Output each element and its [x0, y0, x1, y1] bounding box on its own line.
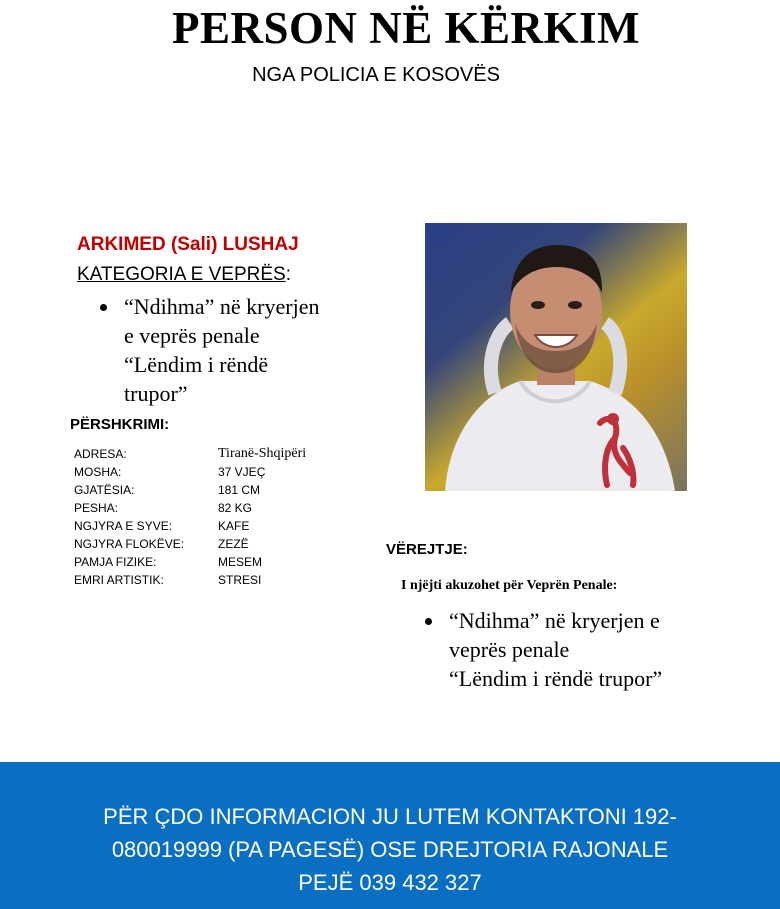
person-photo [425, 223, 687, 491]
description-key: NGJYRA FLOKËVE: [74, 537, 185, 551]
description-key: ADRESA: [74, 447, 127, 461]
description-value: 181 CM [218, 483, 261, 497]
description-row [74, 553, 306, 571]
person-name: ARKIMED (Sali) LUSHAJ [77, 234, 299, 255]
description-row [74, 571, 306, 589]
notes-list [425, 606, 745, 693]
bullet-dot [425, 618, 432, 625]
category-colon: : [285, 264, 291, 285]
notes-subheading: I njëjti akuzohet për Veprën Penale: [401, 578, 618, 593]
contact-footer [0, 762, 780, 909]
page-title: PERSON NË KËRKIM [171, 3, 641, 53]
page-subtitle: NGA POLICIA E KOSOVËS [252, 64, 500, 86]
category-label: KATEGORIA E VEPRËS [77, 264, 286, 285]
description-value: 82 KG [218, 501, 253, 515]
description-value: KAFE [218, 519, 250, 533]
description-row [74, 499, 306, 517]
description-row [74, 445, 306, 463]
description-row [74, 481, 306, 499]
description-key: PAMJA FIZIKE: [74, 555, 157, 569]
category-line: “Ndihma” në kryerjen [124, 294, 320, 319]
category-item [100, 292, 380, 408]
category-heading [77, 264, 291, 286]
notes-line: “Ndihma” në kryerjen e [449, 608, 660, 633]
contact-line: PEJË 039 432 327 [298, 870, 482, 895]
contact-line: 080019999 (PA PAGESË) OSE DREJTORIA RAJONALE [111, 837, 669, 862]
description-heading: PËRSHKRIMI: [70, 416, 170, 433]
contact-text [0, 800, 780, 899]
category-line: trupor” [124, 381, 188, 406]
description-value: STRESI [218, 573, 262, 587]
description-key: PESHA: [74, 501, 119, 515]
contact-line: PËR ÇDO INFORMACION JU LUTEM KONTAKTONI 192- [103, 804, 677, 829]
description-table [74, 445, 306, 589]
description-value: MESEM [218, 555, 263, 569]
category-line: “Lëndim i rëndë [124, 352, 269, 377]
description-value: 37 VJEÇ [218, 465, 266, 479]
category-line: e veprës penale [124, 323, 260, 348]
description-row [74, 535, 306, 553]
description-value: Tiranë-Shqipëri [218, 446, 307, 461]
notes-line: veprës penale [449, 637, 570, 662]
notes-line: “Lëndim i rëndë trupor” [449, 666, 663, 691]
description-row [74, 517, 306, 535]
description-key: GJATËSIA: [74, 483, 135, 497]
notes-heading: VËREJTJE: [386, 541, 468, 558]
description-row [74, 463, 306, 481]
description-key: MOSHA: [74, 465, 122, 479]
notes-item [425, 606, 745, 693]
category-list [100, 292, 380, 408]
portrait-photo-icon [425, 223, 687, 491]
bullet-dot [100, 304, 107, 311]
description-value: ZEZË [218, 537, 249, 551]
description-key: NGJYRA E SYVE: [74, 519, 173, 533]
description-key: EMRI ARTISTIK: [74, 573, 164, 587]
